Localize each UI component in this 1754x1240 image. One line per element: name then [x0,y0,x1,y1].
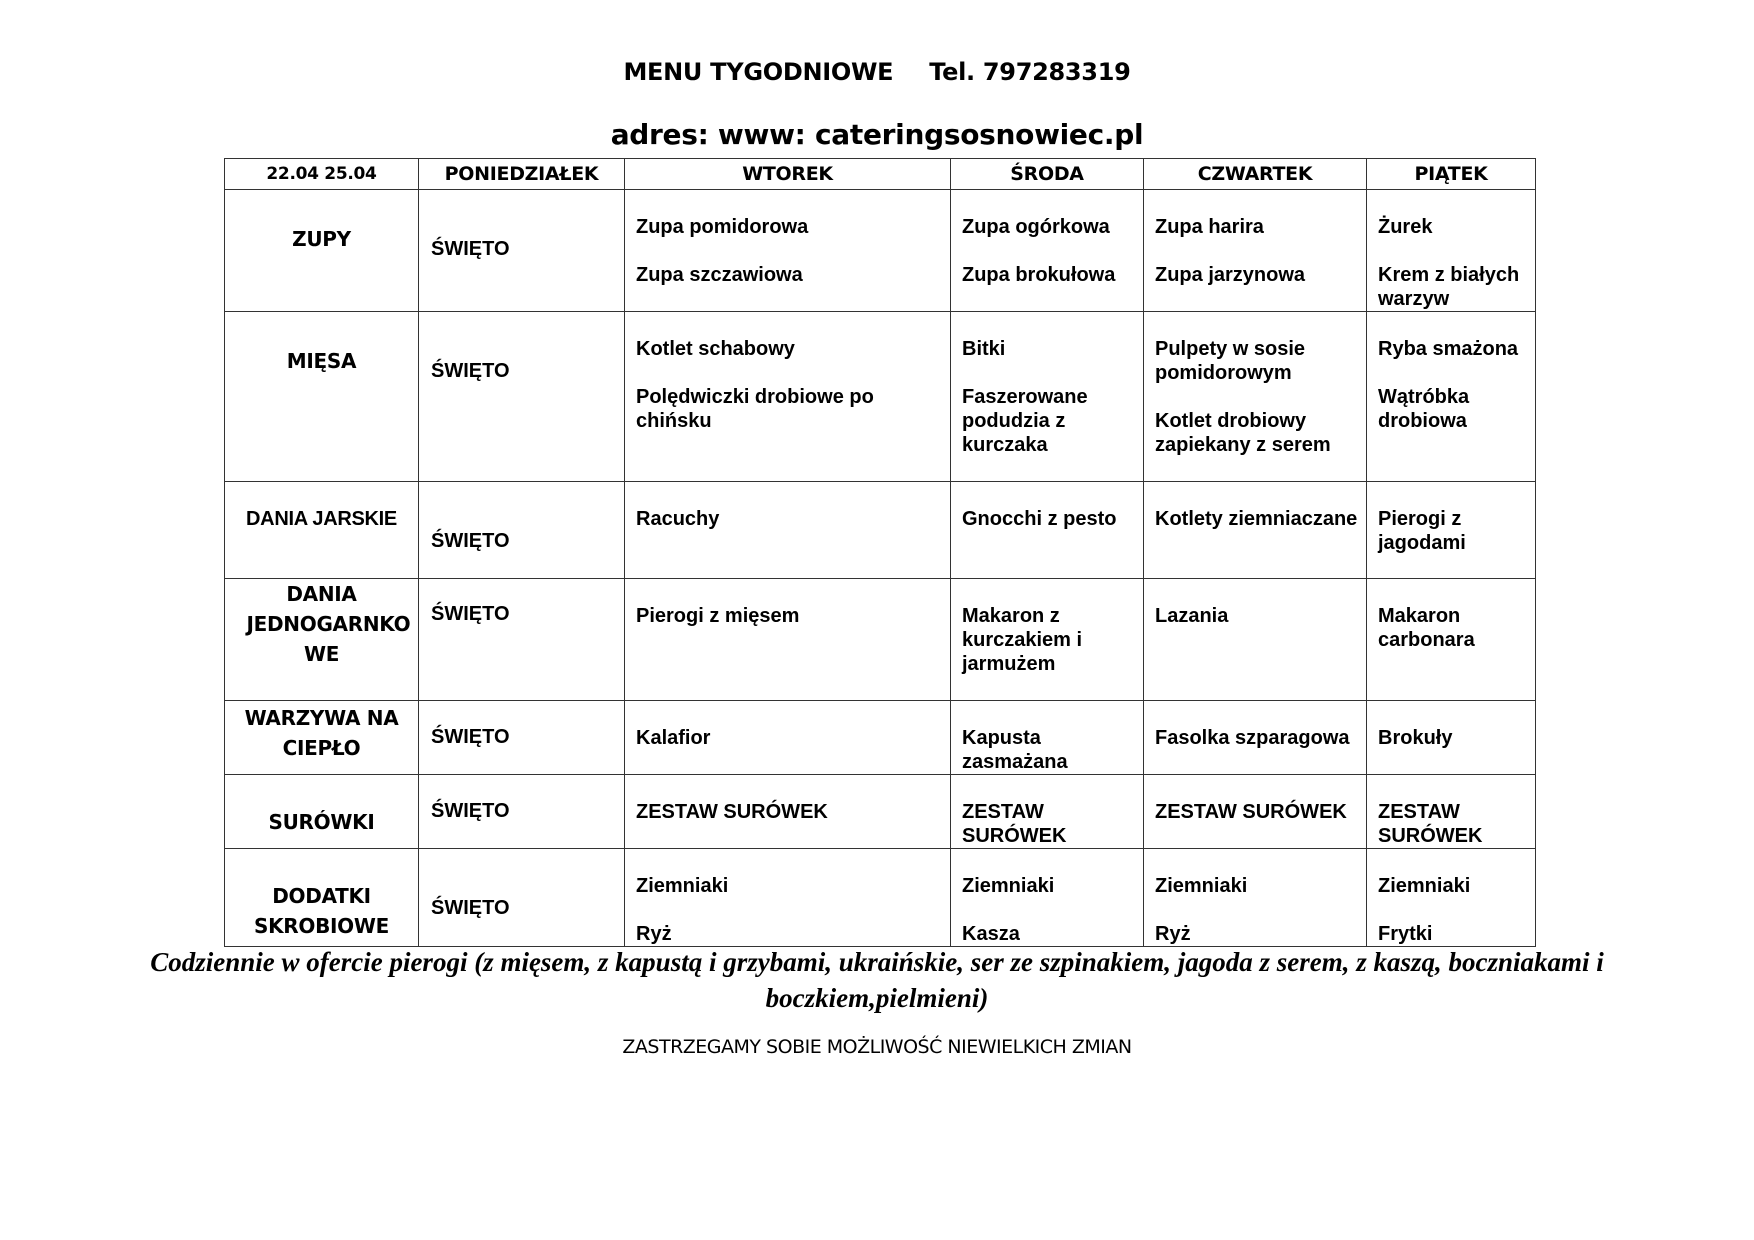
dish-item: Zupa ogórkowa [962,216,1110,238]
monday-cell [419,701,625,775]
table-row [225,849,1536,947]
dish-item: Pierogi z mięsem [636,605,800,627]
thursday-cell [1144,579,1367,701]
tuesday-cell [625,579,951,701]
table-row [225,775,1536,849]
tuesday-cell [625,775,951,849]
day-header-wednesday: ŚRODA [951,159,1144,190]
thursday-cell [1144,312,1367,482]
dish-item: Pulpety w sosie pomidorowym [1155,338,1306,384]
dish-item: ZESTAW SURÓWEK [1155,801,1347,823]
menu-title: MENU TYGODNIOWE [623,58,894,86]
changes-disclaimer: ZASTRZEGAMY SOBIE MOŻLIWOŚĆ NIEWIELKICH ZMIAN [622,1036,1132,1058]
dish-item: Krem z białych warzyw [1378,264,1520,310]
dish-item: Kapusta zasmażana [962,727,1068,773]
dish-item: Polędwiczki drobiowe po chińsku [636,386,874,432]
dish-item: Zupa brokułowa [962,264,1116,286]
wednesday-cell [951,579,1144,701]
dish-item: Zupa harira [1155,216,1264,238]
page-title [0,58,1754,86]
dish-item: Zupa pomidorowa [636,216,809,238]
dish-item: Fasolka szparagowa [1155,727,1350,749]
tuesday-cell [625,701,951,775]
friday-cell [1367,701,1536,775]
tuesday-cell [625,482,951,579]
category-cell [225,701,419,775]
monday-cell [419,849,625,947]
holiday-label: ŚWIĘTO [431,897,510,919]
dish-item: Frytki [1378,923,1433,945]
dish-item: Kotlet drobiowy zapiekany z serem [1155,410,1331,456]
weekly-menu-table [224,158,1536,947]
category-label: MIĘSA [286,349,357,373]
day-header-tuesday: WTOREK [625,159,951,190]
daily-pierogi-note: Codziennie w ofercie pierogi (z mięsem, z kapustą i grzybami, ukraińskie, ser ze szpinakiem, jagoda z serem, z kaszą, boczniakami i boczkiem,pielmieni) [150,947,1604,1013]
category-cell [225,312,419,482]
address-line: adres: www: cateringsosnowiec.pl [610,118,1144,151]
dish-item: ZESTAW SURÓWEK [962,801,1067,847]
wednesday-cell [951,775,1144,849]
dish-item: Kalafior [636,727,711,749]
thursday-cell [1144,849,1367,947]
dish-item: Kotlet schabowy [636,338,795,360]
dish-item: Wątróbka drobiowa [1378,386,1470,432]
category-cell [225,775,419,849]
table-row [225,579,1536,701]
tuesday-cell [625,190,951,312]
holiday-label: ŚWIĘTO [431,238,510,260]
thursday-cell [1144,482,1367,579]
table-row [225,190,1536,312]
wednesday-cell [951,190,1144,312]
tuesday-cell [625,312,951,482]
dish-item: Makaron z kurczakiem i jarmużem [962,605,1083,675]
dish-item: Zupa szczawiowa [636,264,803,286]
dish-item: ZESTAW SURÓWEK [1378,801,1483,847]
thursday-cell [1144,190,1367,312]
table-row [225,482,1536,579]
friday-cell [1367,190,1536,312]
category-cell [225,849,419,947]
day-header-thursday: CZWARTEK [1144,159,1367,190]
wednesday-cell [951,482,1144,579]
category-label: DANIA JARSKIE [246,508,397,530]
table-row [225,701,1536,775]
dish-item: Bitki [962,338,1006,360]
dish-item: Kotlety ziemniaczane [1155,508,1358,530]
dish-item: Kasza [962,923,1020,945]
dish-item: Pierogi z jagodami [1378,508,1466,554]
day-header-friday: PIĄTEK [1367,159,1536,190]
holiday-label: ŚWIĘTO [431,360,510,382]
dish-item: Ziemniaki [1155,875,1248,897]
date-range-header: 22.04 25.04 [225,159,419,190]
dish-item: Żurek [1378,216,1433,238]
category-label: DANIA JEDNOGARNKO WE [246,582,411,666]
dish-item: Makaron carbonara [1378,605,1475,651]
dish-item: ZESTAW SURÓWEK [636,801,828,823]
wednesday-cell [951,849,1144,947]
monday-cell [419,190,625,312]
day-header-monday: PONIEDZIAŁEK [419,159,625,190]
dish-item: Ziemniaki [636,875,729,897]
holiday-label: ŚWIĘTO [431,603,510,625]
phone-number: Tel. 797283319 [929,58,1131,86]
category-cell [225,190,419,312]
wednesday-cell [951,312,1144,482]
holiday-label: ŚWIĘTO [431,726,510,748]
dish-item: Ryż [636,923,672,945]
category-cell [225,579,419,701]
monday-cell [419,775,625,849]
friday-cell [1367,775,1536,849]
thursday-cell [1144,701,1367,775]
category-label: SURÓWKI [268,810,375,834]
dish-item: Ziemniaki [1378,875,1471,897]
dish-item: Racuchy [636,508,720,530]
wednesday-cell [951,701,1144,775]
thursday-cell [1144,775,1367,849]
friday-cell [1367,312,1536,482]
dish-item: Brokuły [1378,727,1453,749]
dish-item: Lazania [1155,605,1229,627]
friday-cell [1367,482,1536,579]
monday-cell [419,579,625,701]
category-label: ZUPY [292,227,351,251]
friday-cell [1367,579,1536,701]
category-label: DODATKI SKROBIOWE [253,884,389,938]
table-row [225,312,1536,482]
category-label: WARZYWA NA CIEPŁO [244,706,399,760]
monday-cell [419,312,625,482]
dish-item: Faszerowane podudzia z kurczaka [962,386,1088,456]
dish-item: Gnocchi z pesto [962,508,1117,530]
dish-item: Ziemniaki [962,875,1055,897]
monday-cell [419,482,625,579]
tuesday-cell [625,849,951,947]
dish-item: Zupa jarzynowa [1155,264,1306,286]
holiday-label: ŚWIĘTO [431,530,510,552]
holiday-label: ŚWIĘTO [431,800,510,822]
dish-item: Ryba smażona [1378,338,1519,360]
friday-cell [1367,849,1536,947]
category-cell [225,482,419,579]
table-header-row [225,159,1536,190]
dish-item: Ryż [1155,923,1191,945]
